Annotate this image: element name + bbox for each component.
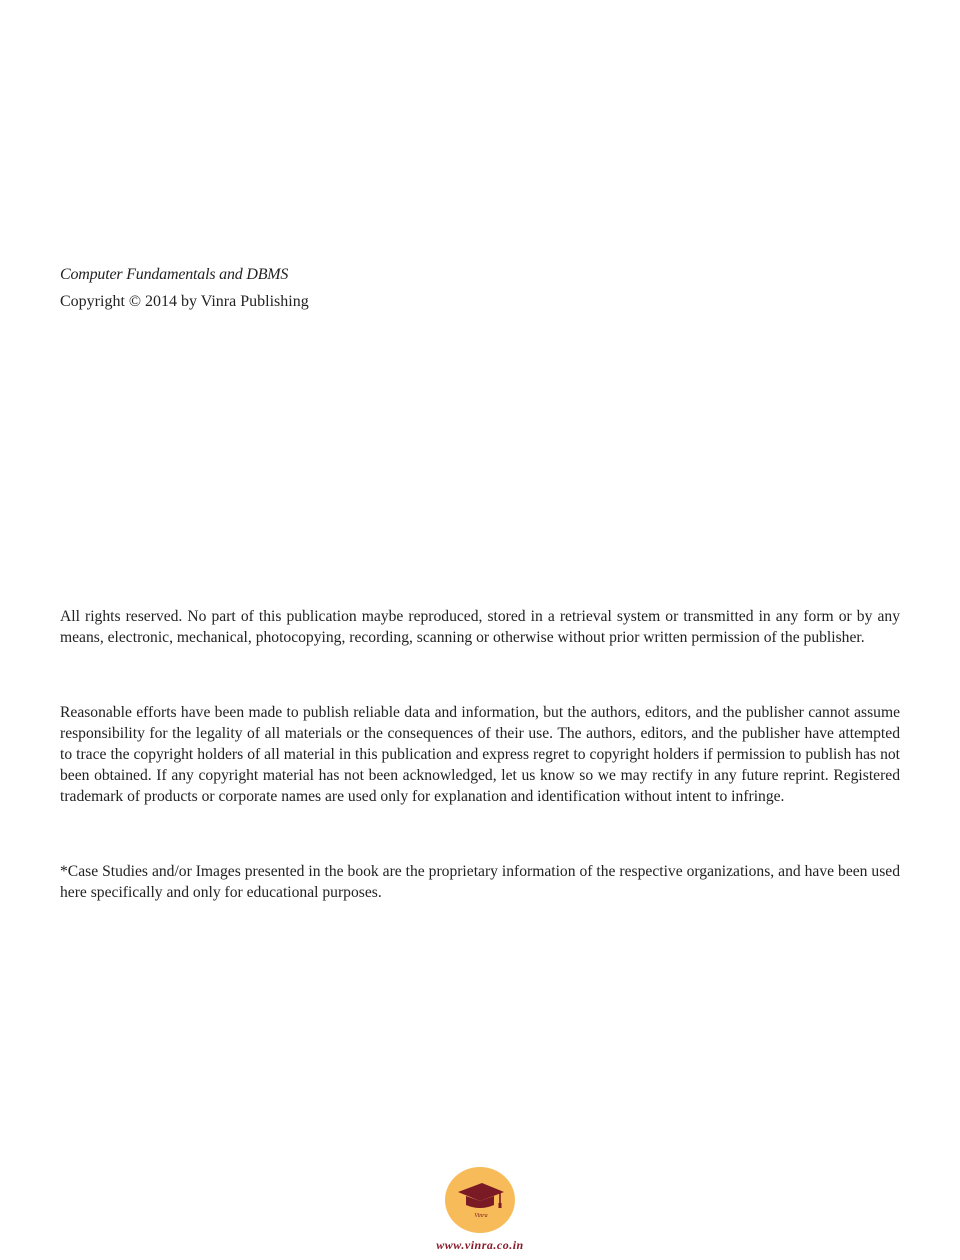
case-studies-paragraph: *Case Studies and/or Images presented in the book are the proprietary information of the respective organizations, and have been used here specifically and only for educational purposes. <box>60 863 900 901</box>
website-link[interactable]: www.vinra.co.in <box>436 1238 524 1252</box>
logo-text: Vinra <box>474 1213 488 1219</box>
copyright-notice: Copyright © 2014 by Vinra Publishing <box>60 293 309 310</box>
rights-reserved-paragraph: All rights reserved. No part of this publication maybe reproduced, stored in a retrieval system or transmitted in any form or by any means, electronic, mechanical, photocopying, recording, scanning or otherwise without prior written permission of the publisher. <box>60 608 900 646</box>
disclaimer-paragraph: Reasonable efforts have been made to publish reliable data and information, but the authors, editors, and the publisher cannot assume responsibility for the legality of all materials or the consequences of their use. The authors, editors, and the publisher have attempted to trace the copyright holders of all material in this publication and express regret to copyright holders if permission to publish has not been obtained. If any copyright material has not been acknowledged, let us know so we may rectify in any future reprint. Registered trademark of products or corporate names are used only for explanation and identification without intent to infringe. <box>60 704 900 805</box>
publisher-logo <box>444 1166 516 1234</box>
book-title: Computer Fundamentals and DBMS <box>60 266 289 283</box>
graduation-cap-icon <box>444 1166 516 1234</box>
